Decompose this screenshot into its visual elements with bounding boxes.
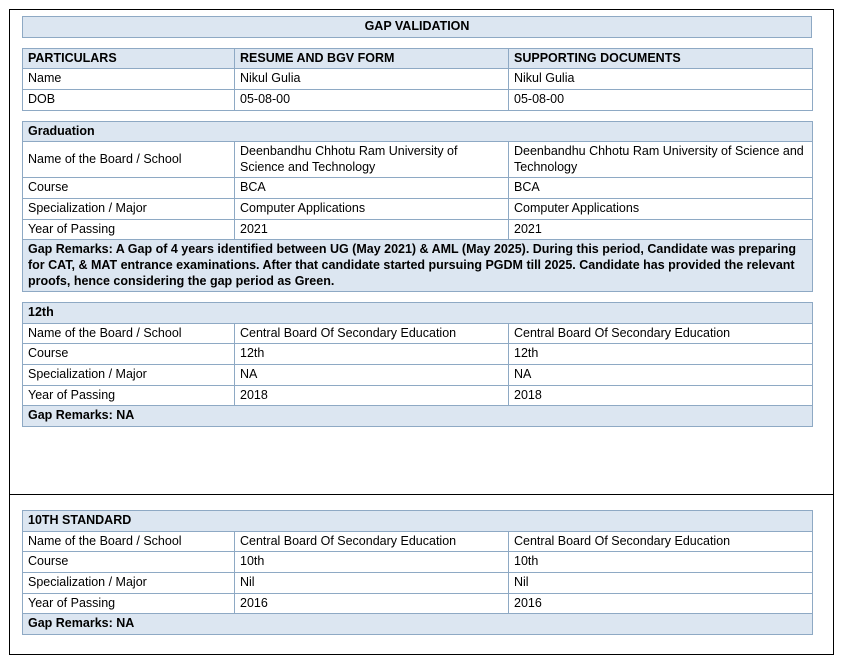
- row-resume-board: Central Board Of Secondary Education: [235, 323, 509, 344]
- row-label-course: Course: [23, 552, 235, 573]
- gap-remarks-row: [23, 614, 813, 635]
- table-row: [23, 552, 813, 573]
- section-heading-row: [23, 511, 813, 532]
- section-heading-graduation: Graduation: [23, 121, 813, 142]
- row-label-year: Year of Passing: [23, 593, 235, 614]
- row-resume-specialization: Computer Applications: [235, 199, 509, 220]
- row-label-board: Name of the Board / School: [23, 142, 235, 178]
- row-resume-board: Deenbandhu Chhotu Ram University of Science and Technology: [235, 142, 509, 178]
- section-heading-row: [23, 303, 813, 324]
- table-row: [23, 323, 813, 344]
- row-supporting-board: Central Board Of Secondary Education: [509, 531, 813, 552]
- table-row: [23, 89, 813, 110]
- table-row: [23, 572, 813, 593]
- section-heading-10th: 10TH STANDARD: [23, 511, 813, 532]
- table-row: [23, 219, 813, 240]
- section-graduation: [22, 121, 813, 293]
- table-row: [23, 142, 813, 178]
- row-label-board: Name of the Board / School: [23, 323, 235, 344]
- row-supporting-board: Central Board Of Secondary Education: [509, 323, 813, 344]
- row-resume-course: BCA: [235, 178, 509, 199]
- row-resume-specialization: NA: [235, 365, 509, 386]
- table-row: [23, 344, 813, 365]
- row-resume-dob: 05-08-00: [235, 89, 509, 110]
- table-row: [23, 178, 813, 199]
- section-heading-row: [23, 121, 813, 142]
- row-supporting-course: 10th: [509, 552, 813, 573]
- row-supporting-course: 12th: [509, 344, 813, 365]
- row-supporting-year: 2018: [509, 385, 813, 406]
- document-content-lower: [22, 510, 812, 635]
- page-title: GAP VALIDATION: [23, 17, 812, 38]
- title-table: [22, 16, 812, 38]
- row-resume-year: 2021: [235, 219, 509, 240]
- document-content: [22, 16, 812, 436]
- table-row: [23, 531, 813, 552]
- row-label-course: Course: [23, 344, 235, 365]
- column-header-supporting: SUPPORTING DOCUMENTS: [509, 48, 813, 69]
- spacer-after-graduation: [22, 292, 812, 302]
- section-12th: [22, 302, 813, 427]
- spacer-before-divider: [22, 427, 812, 436]
- table-row: [23, 199, 813, 220]
- gap-remarks-graduation: Gap Remarks: A Gap of 4 years identified between UG (May 2021) & AML (May 2025). During this period, Candidate was preparing for CAT, & MAT entrance examinations. After that candidate started pursuing PGDM till 2025. Candidate has provided the relevant proofs, hence considering the gap period as Green.: [23, 240, 813, 292]
- row-supporting-board: Deenbandhu Chhotu Ram University of Science and Technology: [509, 142, 813, 178]
- section-divider: [9, 494, 834, 495]
- spacer-after-title: [22, 38, 812, 48]
- column-header-particulars: PARTICULARS: [23, 48, 235, 69]
- table-row: [23, 385, 813, 406]
- gap-remarks-row: [23, 406, 813, 427]
- row-supporting-name: Nikul Gulia: [509, 69, 813, 90]
- row-supporting-specialization: Nil: [509, 572, 813, 593]
- document-title-row: [23, 17, 812, 38]
- gap-remarks-12th: Gap Remarks: NA: [23, 406, 813, 427]
- row-label-year: Year of Passing: [23, 219, 235, 240]
- row-supporting-specialization: Computer Applications: [509, 199, 813, 220]
- row-resume-name: Nikul Gulia: [235, 69, 509, 90]
- row-supporting-dob: 05-08-00: [509, 89, 813, 110]
- row-supporting-course: BCA: [509, 178, 813, 199]
- row-resume-course: 10th: [235, 552, 509, 573]
- identity-header-row: [23, 48, 813, 69]
- gap-remarks-10th: Gap Remarks: NA: [23, 614, 813, 635]
- row-label-specialization: Specialization / Major: [23, 365, 235, 386]
- row-label-course: Course: [23, 178, 235, 199]
- table-row: [23, 365, 813, 386]
- row-resume-specialization: Nil: [235, 572, 509, 593]
- table-row: [23, 69, 813, 90]
- row-label-specialization: Specialization / Major: [23, 199, 235, 220]
- identity-table: [22, 48, 813, 111]
- row-resume-year: 2018: [235, 385, 509, 406]
- row-supporting-year: 2016: [509, 593, 813, 614]
- row-resume-year: 2016: [235, 593, 509, 614]
- column-header-resume: RESUME AND BGV FORM: [235, 48, 509, 69]
- row-supporting-year: 2021: [509, 219, 813, 240]
- row-label-dob: DOB: [23, 89, 235, 110]
- table-row: [23, 593, 813, 614]
- spacer-after-identity: [22, 111, 812, 121]
- section-10th: [22, 510, 813, 635]
- row-label-specialization: Specialization / Major: [23, 572, 235, 593]
- row-supporting-specialization: NA: [509, 365, 813, 386]
- row-label-name: Name: [23, 69, 235, 90]
- row-resume-board: Central Board Of Secondary Education: [235, 531, 509, 552]
- row-label-board: Name of the Board / School: [23, 531, 235, 552]
- row-label-year: Year of Passing: [23, 385, 235, 406]
- row-resume-course: 12th: [235, 344, 509, 365]
- gap-remarks-row: [23, 240, 813, 292]
- section-heading-12th: 12th: [23, 303, 813, 324]
